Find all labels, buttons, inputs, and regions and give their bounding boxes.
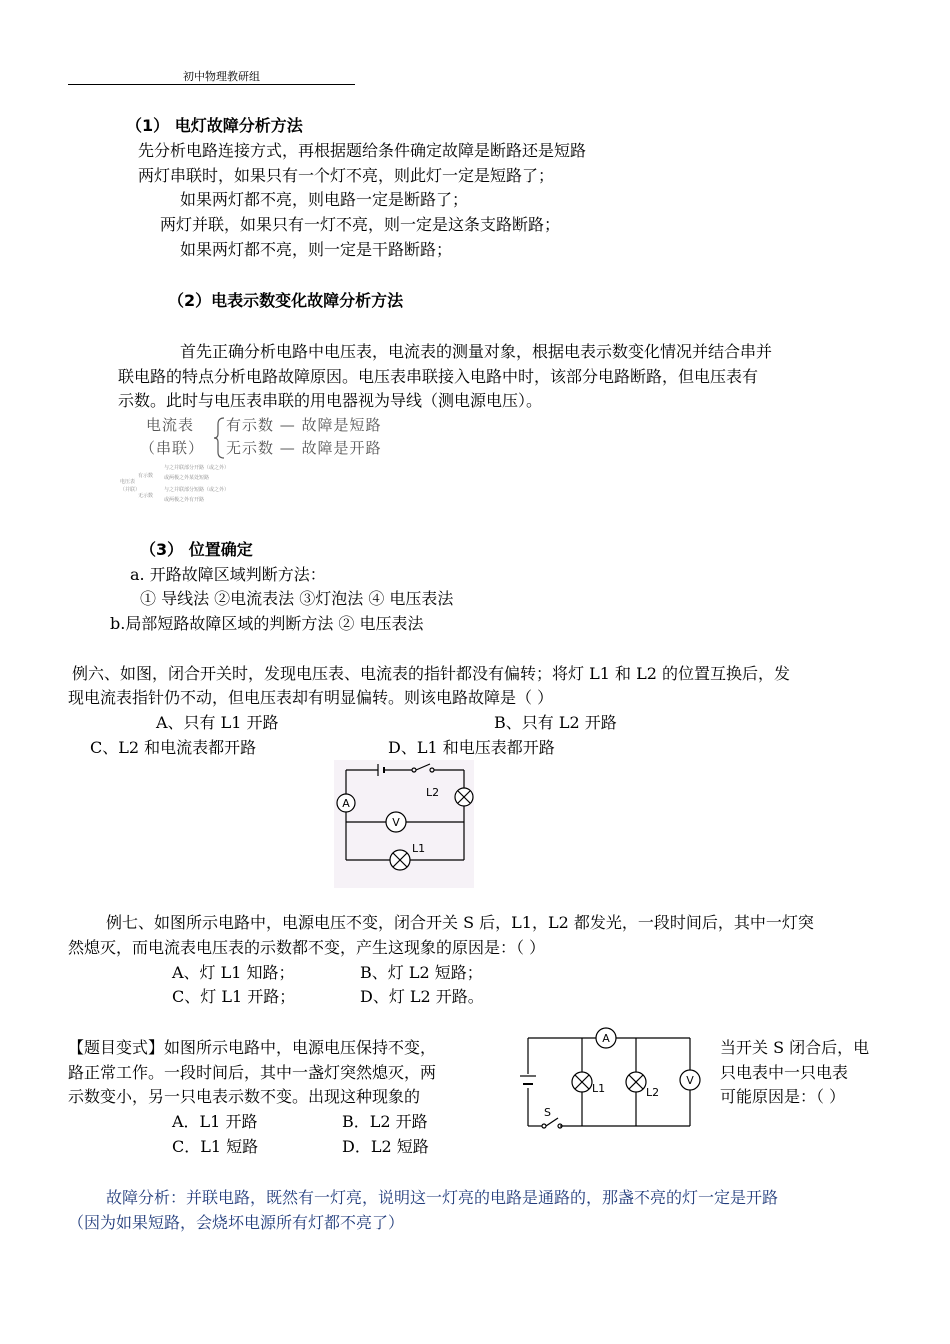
variant-text: 【题目变式】如图所示电路中，电源电压保持不变， <box>68 1038 437 1057</box>
example7-option-c: C、灯 L1 开路； <box>172 987 296 1006</box>
ammeter-label: A <box>342 797 350 810</box>
ammeter-row: 无示数 — 故障是开路 <box>226 439 382 457</box>
voltmeter-label: V <box>392 816 400 829</box>
variant-text: 可能原因是：（ ） <box>720 1087 846 1106</box>
tiny-label: 或两极之外某处短路 <box>164 475 210 481</box>
lamp-l2-label: L2 <box>426 786 440 799</box>
example7-question: 例七、如图所示电路中，电源电压不变，闭合开关 S 后，L1，L2 都发光，一段时间后，其中一灯突 <box>106 913 814 932</box>
lamp-l1-label: L1 <box>412 842 426 855</box>
section1-line: 先分析电路连接方式，再根据题给条件确定故障是断路还是短路 <box>138 141 587 160</box>
tiny-label: （并联） <box>120 487 141 493</box>
section2-paragraph: 首先正确分析电路中电压表，电流表的测量对象，根据电表示数变化情况并结合串并 <box>180 342 773 361</box>
voltmeter-tiny-figure <box>118 462 228 506</box>
section2-paragraph: 联电路的特点分析电路故障原因。电压表串联接入电路中时，该部分电路断路，但电压表有 <box>118 367 759 386</box>
example6-option-d: D、L1 和电压表都开路 <box>388 738 555 757</box>
lamp-l1-label: L1 <box>592 1082 606 1095</box>
section1-line: 两灯串联时，如果只有一个灯不亮，则此灯一定是短路了； <box>138 166 555 185</box>
section1-line: 如果两灯都不亮，则电路一定是断路了； <box>180 190 469 209</box>
example6-option-c: C、L2 和电流表都开路 <box>90 738 257 757</box>
section3-a: a. 开路故障区域判断方法： <box>130 565 326 584</box>
variant-option-a: A．L1 开路 <box>172 1112 258 1131</box>
section2-paragraph: 示数。此时与电压表串联的用电器视为导线（测电源电压）。 <box>118 391 543 410</box>
section1-line: 如果两灯都不亮，则一定是干路断路； <box>180 240 453 259</box>
ammeter-label: 电流表 <box>146 416 195 434</box>
variant-text: 路正常工作。一段时间后，其中一盏灯突然熄灭，两 <box>68 1063 437 1082</box>
ammeter-series-label: （串联） <box>140 439 205 457</box>
example6-option-b: B、只有 L2 开路 <box>494 713 617 732</box>
page-header <box>68 66 355 85</box>
variant-text: 只电表中一只电表 <box>720 1063 849 1082</box>
variant-option-c: C．L1 短路 <box>172 1137 259 1156</box>
brace-icon <box>212 416 226 460</box>
tiny-label: 与之并联部分开路（或之外） <box>164 465 230 471</box>
tiny-label: 无示数 <box>138 493 154 499</box>
example6-question: 例六、如图，闭合开关时，发现电压表、电流表的指针都没有偏转；将灯 L1 和 L2 的位置互换后，发 <box>72 664 790 683</box>
variant-option-d: D．L2 短路 <box>342 1137 429 1156</box>
section2-title: （2）电表示数变化故障分析方法 <box>168 291 404 310</box>
example7-option-a: A、灯 L1 知路； <box>172 963 295 982</box>
tiny-label: 与之并联部分短路（或之外） <box>164 487 230 493</box>
analysis-text: 故障分析：并联电路，既然有一灯亮，说明这一灯亮的电路是通路的，那盏不亮的灯一定是开路 <box>106 1188 779 1207</box>
example6-circuit-diagram <box>334 760 474 888</box>
analysis-text: （因为如果短路，会烧坏电源所有灯都不亮了） <box>68 1213 405 1232</box>
header-title: 初中物理教研组 <box>183 70 260 83</box>
tiny-label: 有示数 <box>138 473 154 479</box>
variant-text: 示数变小，另一只电表示数不变。出现这种现象的 <box>68 1087 421 1106</box>
example7-option-b: B、灯 L2 短路； <box>360 963 483 982</box>
example6-question: 现电流表指针仍不动，但电压表却有明显偏转。则该电路故障是（ ） <box>68 688 554 707</box>
section3-title: （3） 位置确定 <box>140 540 253 559</box>
variant-text: 当开关 S 闭合后，电 <box>720 1038 870 1057</box>
example7-question: 然熄灭，而电流表电压表的示数都不变，产生这现象的原因是：（ ） <box>68 938 546 957</box>
voltmeter-label: V <box>686 1074 694 1087</box>
ammeter-row: 有示数 — 故障是短路 <box>226 416 382 434</box>
tiny-label: 电压表 <box>120 479 136 485</box>
section1-line: 两灯并联，如果只有一灯不亮，则一定是这条支路断路； <box>160 215 561 234</box>
variant-option-b: B．L2 开路 <box>342 1112 428 1131</box>
section3-b: b.局部短路故障区域的判断方法 ② 电压表法 <box>110 614 424 633</box>
tiny-label: 或两极之外有开路 <box>164 497 205 503</box>
section3-a-methods: ① 导线法 ②电流表法 ③灯泡法 ④ 电压表法 <box>140 589 454 608</box>
example6-option-a: A、只有 L1 开路 <box>156 713 279 732</box>
lamp-l2-label: L2 <box>646 1086 660 1099</box>
example7-option-d: D、灯 L2 开路。 <box>360 987 484 1006</box>
variant-circuit-diagram <box>514 1024 712 1132</box>
ammeter-label: A <box>602 1032 610 1045</box>
section1-title: （1） 电灯故障分析方法 <box>126 116 303 135</box>
switch-label: S <box>544 1106 551 1119</box>
